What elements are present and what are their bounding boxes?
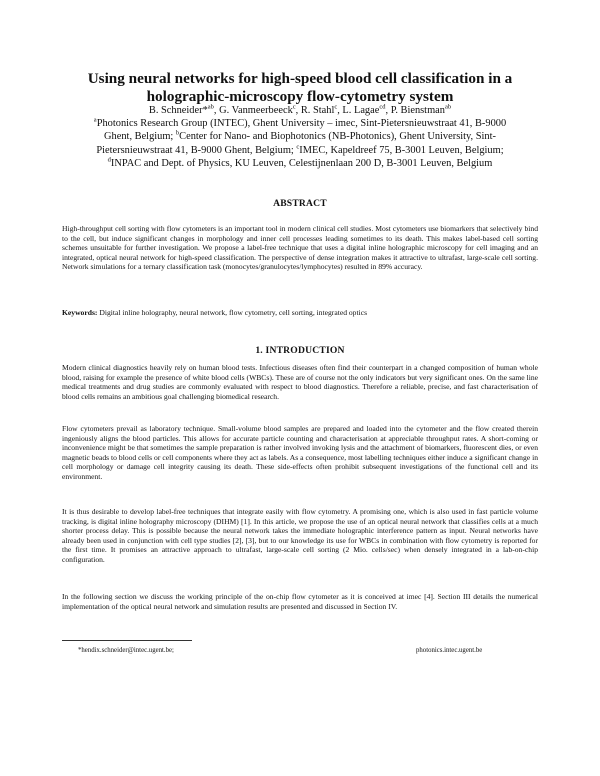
footnote-url: photonics.intec.ugent.be (416, 647, 483, 654)
keywords-line (62, 308, 538, 318)
affil-text: INPAC and Dept. of Physics, KU Leuven, Celestijnenlaan 200 D, B-3001 Leuven, Belgium (110, 157, 493, 169)
intro-paragraph: In the following section we discuss the working principle of the on-chip flow cytometer as it is conceived at imec [4]. Section III details the numerical implementation of the optical neural network and simulation results are presented and discussed in Section IV. (62, 592, 538, 611)
intro-paragraph: It is thus desirable to develop label-free techniques that integrate easily with flow cytometry. A promising one, which is also used in fast particle volume tracking, is digital inline holography microscopy (DIHM) [1]. In this article, we propose the use of an optical neural network that classifies cells at a much shorter process delay. This is possible because the neural network takes the immediate holographic interference pattern as input. Neural networks have already been used in conjunction with cell type studies [2], [3], but to our knowledge its use for WBCs in combination with flow cytometry is reported for the first time. It promises an attractive approach to ultrafast, large-scale cell sorting (2 Mio. cells/sec) when densely integrated in a lab-on-chip configuration. (62, 507, 538, 564)
affil-mark: a (93, 116, 97, 124)
affil-text: Ghent, Belgium; (104, 131, 176, 143)
abstract-body: High-throughput cell sorting with flow cytometers is an important tool in modern clinical cell studies. Most cytometers use biomarkers that selectively bind to the cell, but induce significant changes in morphology and inner cell processes leading sometimes to its death. This makes label-based cell sorting schemes unsuitable for further investigation. We propose a label-free technique that uses a digital inline holographic microscopy for cell imaging and an integrated, optical neural network for high-speed classification. The perspective of dense integration makes it attractive to ultrafast, large-scale cell sorting. Network simulations for a ternary classification task (monocytes/granulocytes/lymphocytes) resulted in 89% accuracy. (62, 224, 538, 272)
abstract-heading: ABSTRACT (273, 198, 327, 209)
affiliation-line (58, 144, 542, 157)
affiliation-line (58, 130, 542, 143)
author-name: , R. Stahl (295, 105, 335, 116)
footnote-email: *hendix.schneider@intec.ugent.be; (78, 647, 174, 654)
affil-mark: c (296, 143, 300, 151)
author-name: , G. Vanmeerbeeck (213, 105, 293, 116)
intro-paragraph: Flow cytometers prevail as laboratory technique. Small-volume blood samples are prepared and loaded into the cytometer and the flow created therein ingeniously aligns the blood particles. This allows for accurate particle counting and characterisation at appreciable throughput rates. A short-coming or inconvenience might be that sometimes the sample preparation is rather involved invoking lysis and the attachment of biomarkers, fluorescent dies, or even magnetic beads to blood cells or cell components where they act as labels. As a consequence, most labelling techniques either induce a significant change in cell morphology or damage cell integrity causing its death. These side-effects often prohibit subsequent investigations of the functional cell and its environment. (62, 424, 538, 481)
affiliation-line (58, 117, 542, 130)
affil-text: Pietersnieuwstraat 41, B-9000 Ghent, Belgium; (96, 144, 297, 156)
author-list (58, 104, 542, 117)
author-affil-mark: cd (379, 103, 386, 111)
author-affil-mark: c (334, 103, 338, 111)
author-affil-mark: ab (207, 103, 214, 111)
author-name: , P. Bienstman (385, 105, 445, 116)
section-heading-introduction: 1. INTRODUCTION (255, 345, 345, 356)
affil-text: Photonics Research Group (INTEC), Ghent University – imec, Sint-Pietersnieuwstraat 41, B-9000 (96, 118, 507, 130)
author-name: , L. Lagae (337, 105, 380, 116)
affil-mark: d (107, 156, 111, 164)
title-line-2: holographic-microscopy flow-cytometry system (146, 88, 454, 105)
affiliation-line (58, 157, 542, 170)
affil-text: Center for Nano- and Biophotonics (NB-Photonics), Ghent University, Sint- (179, 131, 496, 143)
affil-text: IMEC, Kapeldreef 75, B-3001 Leuven, Belgium; (299, 144, 504, 156)
author-block (58, 104, 542, 170)
keywords-text: Digital inline holography, neural network, flow cytometry, cell sorting, integrated optics (99, 308, 368, 317)
author-affil-mark: c (292, 103, 296, 111)
keywords-label: Keywords: (62, 308, 98, 317)
author-affil-mark: ab (444, 103, 452, 111)
footnote-divider (62, 640, 192, 641)
paper-title (62, 70, 538, 106)
title-line-1: Using neural networks for high-speed blood cell classification in a (87, 70, 513, 87)
author-name: B. Schneider* (148, 105, 208, 116)
intro-paragraph: Modern clinical diagnostics heavily rely on human blood tests. Infectious diseases often find their counterpart in a changed composition of human whole blood, raising for example the presence of white blood cells (WBCs). These are of course not the only indicators but very significant ones. On the same line medical treatments and drug studies are commonly evaluated with respect to blood diagnostics. Therefore a reliable, precise, and fast characterisation of blood cells remains an ambitious goal challenging biomedical research. (62, 363, 538, 401)
affil-mark: b (175, 129, 180, 137)
